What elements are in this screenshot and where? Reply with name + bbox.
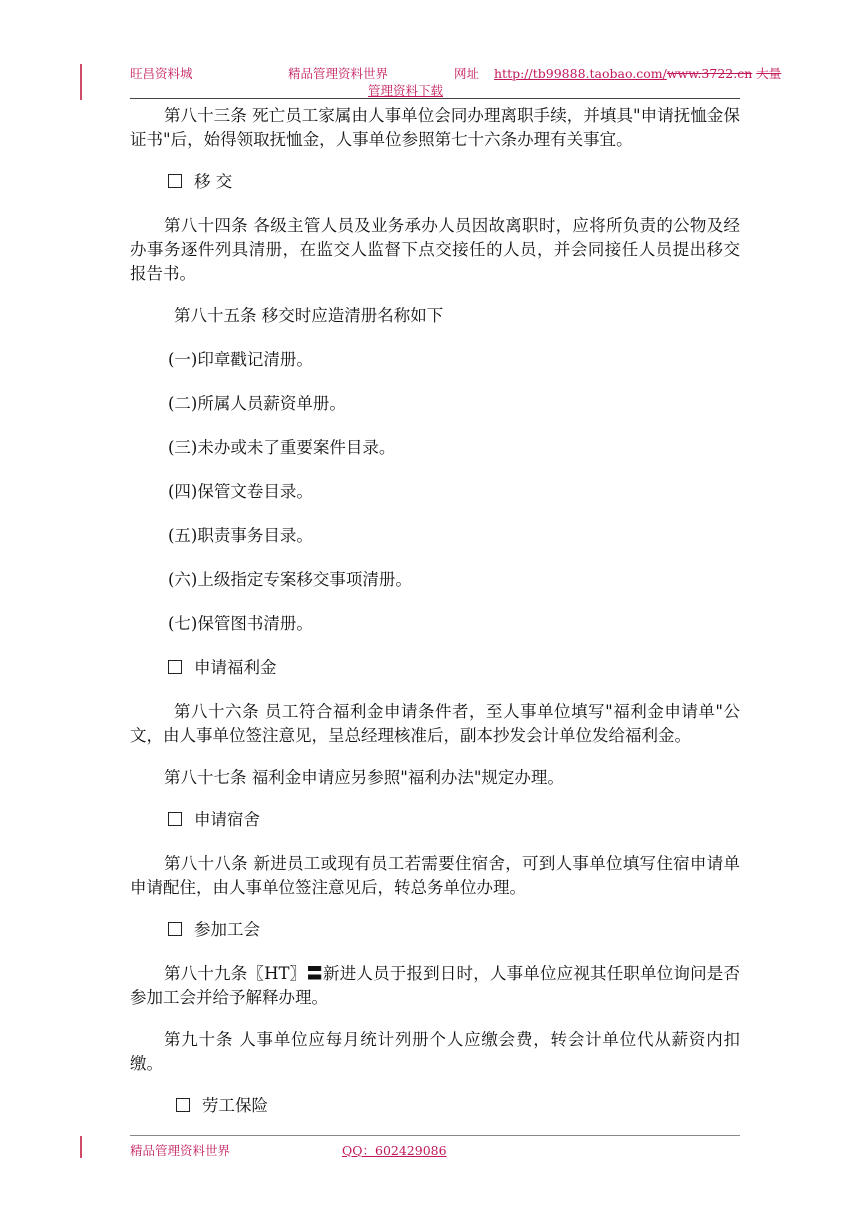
header-shop-name: 旺昌资料城 (130, 66, 193, 81)
list-item: (七)保管图书清册。 (168, 614, 313, 633)
list-item: (六)上级指定专案移交事项清册。 (168, 570, 412, 589)
article-89: 第八十九条〖HT〗〓新进人员于报到日时，人事单位应视其任职单位询问是否参加工会并给予解释办理。 (130, 964, 740, 1007)
header-rule (130, 98, 740, 99)
article-83: 第八十三条 死亡员工家属由人事单位会同办理离职手续，并填具"申请抚恤金保证书"后，始得领取抚恤金，人事单位参照第七十六条办理有关事宜。 (130, 106, 740, 149)
list-item: (二)所属人员薪资单册。 (168, 394, 346, 413)
article-90: 第九十条 人事单位应每月统计列册个人应缴会费，转会计单位代从薪资内扣缴。 (130, 1030, 740, 1073)
checkbox-square-icon (168, 812, 182, 826)
section-heading-label: 申请福利金 (194, 658, 277, 677)
list-item: (五)职责事务目录。 (168, 526, 313, 545)
section-heading-label: 申请宿舍 (194, 810, 260, 829)
section-heading-label: 移 交 (194, 172, 233, 191)
header-margin-mark (80, 64, 82, 100)
header-subtitle: 管理资料下载 (368, 83, 444, 98)
list-item: (四)保管文卷目录。 (168, 482, 313, 501)
checkbox-square-icon (168, 660, 182, 674)
header-url-struck[interactable]: www.3722.cn (666, 66, 753, 81)
section-heading-insurance (130, 1094, 740, 1118)
article-84: 第八十四条 各级主管人员及业务承办人员因故离职时，应将所负责的公物及经办事务逐件列具清册，在监交人监督下点交接任的人员，并会同接任人员提出移交报告书。 (130, 216, 740, 283)
article-87: 第八十七条 福利金申请应另参照"福利办法"规定办理。 (164, 768, 564, 787)
header-url-line[interactable] (494, 64, 781, 82)
header-url-label: 网址 (454, 66, 480, 81)
footer-margin-mark (80, 1136, 82, 1158)
article-85: 第八十五条 移交时应造清册名称如下 (174, 306, 444, 325)
section-heading-transfer (130, 170, 740, 194)
footer-rule (130, 1135, 740, 1136)
checkbox-square-icon (168, 922, 182, 936)
section-heading-label: 参加工会 (194, 920, 260, 939)
article-88: 第八十八条 新进员工或现有员工若需要住宿舍，可到人事单位填写住宿申请单申请配住，由人事单位签注意见后，转总务单位办理。 (130, 854, 740, 897)
section-heading-welfare (130, 656, 740, 680)
footer-qq: QQ：602429086 (342, 1143, 447, 1158)
section-heading-label: 劳工保险 (202, 1096, 268, 1115)
footer-brand: 精品管理资料世界 (130, 1143, 231, 1158)
header-tail: 大量 (756, 66, 782, 81)
header-url-link[interactable]: http://tb99888.taobao.com/ (494, 66, 667, 81)
checkbox-square-icon (168, 174, 182, 188)
document-body (130, 104, 740, 1138)
section-heading-dormitory (130, 808, 740, 832)
article-86: 第八十六条 员工符合福利金申请条件者，至人事单位填写"福利金申请单"公文，由人事单位签注意见，呈总经理核准后，副本抄发会计单位发给福利金。 (130, 702, 740, 745)
list-item: (三)未办或未了重要案件目录。 (168, 438, 396, 457)
section-heading-union (130, 918, 740, 942)
list-item: (一)印章戳记清册。 (168, 350, 313, 369)
header-brand: 精品管理资料世界 (288, 66, 389, 81)
checkbox-square-icon (176, 1098, 190, 1112)
